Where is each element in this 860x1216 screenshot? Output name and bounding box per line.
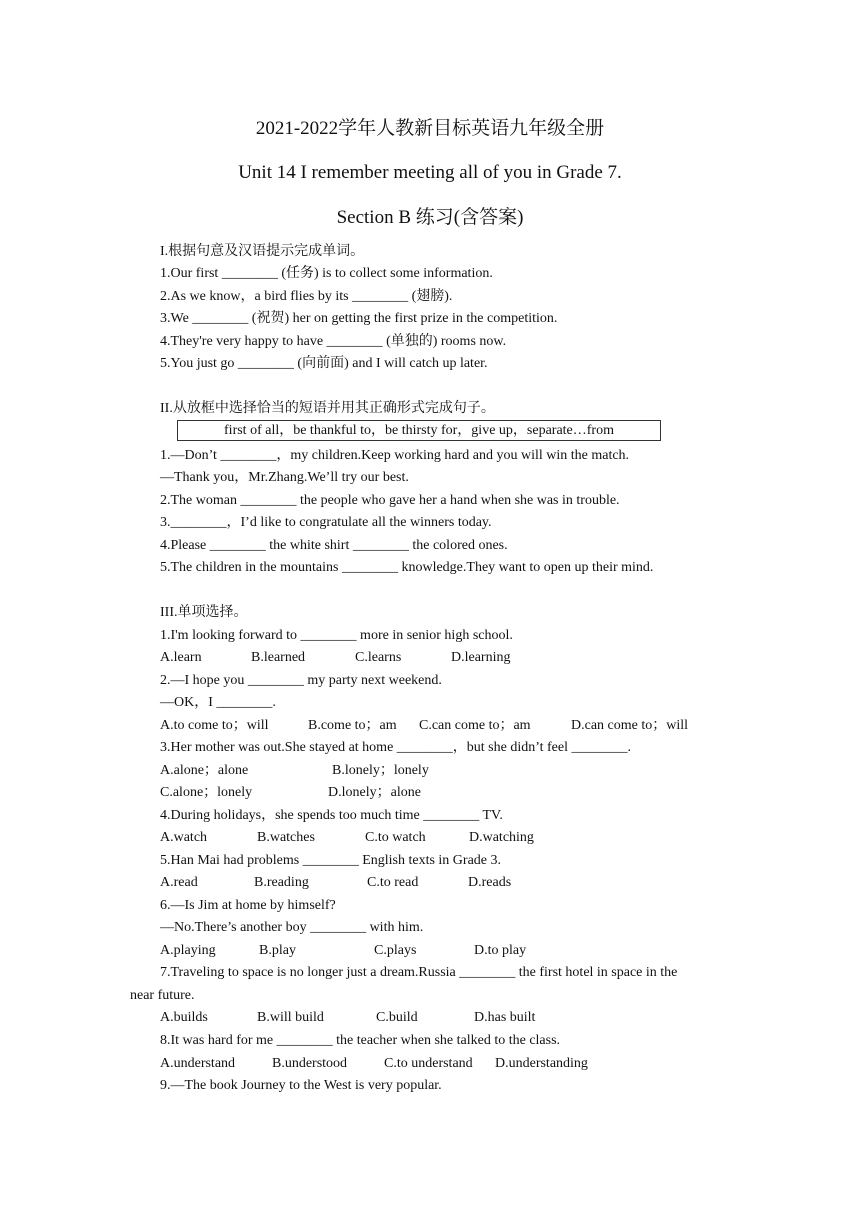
option-d: D.lonely；alone	[328, 785, 421, 800]
section-2-item: —Thank you，Mr.Zhang.We’ll try our best.	[160, 470, 409, 485]
option-d: D.can come to；will	[571, 718, 689, 733]
section-2-item: 3.________，I’d like to congratulate all the winners today.	[160, 515, 492, 530]
option-a: A.alone；alone	[160, 763, 249, 778]
section-2-item: 2.The woman ________ the people who gave her a hand when she was in trouble.	[160, 493, 620, 508]
section-2-item: 4.Please ________ the white shirt ________ the colored ones.	[160, 538, 508, 553]
option-c: C.to watch	[365, 830, 426, 845]
section-1-item: 2.As we know，a bird flies by its ________ (翅膀).	[160, 289, 453, 304]
question-stem: 2.—I hope you ________ my party next weekend.	[160, 673, 442, 688]
option-a: A.to come to；will	[160, 718, 269, 733]
section-1-item: 1.Our first ________ (任务) is to collect some information.	[160, 266, 493, 281]
option-a: A.understand	[160, 1056, 236, 1071]
option-c: C.alone；lonely	[160, 785, 253, 800]
section-1-item: 3.We ________ (祝贺) her on getting the first prize in the competition.	[160, 311, 558, 326]
section-1-item: 5.You just go ________ (向前面) and I will catch up later.	[160, 356, 488, 371]
question-stem: 8.It was hard for me ________ the teacher when she talked to the class.	[160, 1033, 561, 1048]
option-a: A.builds	[160, 1010, 208, 1025]
option-d: D.reads	[468, 875, 512, 890]
option-c: C.to understand	[384, 1056, 473, 1071]
option-c: C.build	[376, 1010, 418, 1025]
section-1-heading: I.根据句意及汉语提示完成单词。	[160, 244, 365, 259]
option-b: B.lonely；lonely	[332, 763, 429, 778]
option-d: D.understanding	[495, 1056, 588, 1071]
option-c: C.can come to；am	[419, 718, 531, 733]
option-b: B.understood	[272, 1056, 348, 1071]
section-2-item: 1.—Don’t ________，my children.Keep working hard and you will win the match.	[160, 448, 630, 463]
option-b: B.come to；am	[308, 718, 397, 733]
option-b: B.reading	[254, 875, 309, 890]
document-title: 2021-2022学年人教新目标英语九年级全册	[255, 118, 605, 139]
question-stem: 3.Her mother was out.She stayed at home ________，but she didn’t feel ________.	[160, 740, 631, 755]
option-d: D.to play	[474, 943, 527, 958]
section-2-item: 5.The children in the mountains ________ knowledge.They want to open up their mind.	[160, 560, 654, 575]
question-stem: 1.I'm looking forward to ________ more in senior high school.	[160, 628, 513, 643]
option-c: C.plays	[374, 943, 417, 958]
question-stem-reply: —No.There’s another boy ________ with him.	[160, 920, 424, 935]
phrase-box: first of all，be thankful to，be thirsty for，give up，separate…from	[177, 420, 661, 441]
section-1-item: 4.They're very happy to have ________ (单独的) rooms now.	[160, 334, 507, 349]
option-b: B.play	[259, 943, 296, 958]
option-a: A.playing	[160, 943, 216, 958]
section-3-heading: III.单项选择。	[160, 605, 248, 620]
document-subtitle-unit: Unit 14 I remember meeting all of you in Grade 7.	[238, 162, 622, 183]
question-stem: 6.—Is Jim at home by himself?	[160, 898, 336, 913]
option-a: A.read	[160, 875, 198, 890]
section-2-heading: II.从放框中选择恰当的短语并用其正确形式完成句子。	[160, 401, 495, 416]
question-stem-continued: near future.	[130, 988, 195, 1003]
option-b: B.will build	[257, 1010, 324, 1025]
document-subtitle-section: Section B 练习(含答案)	[336, 207, 524, 228]
option-c: C.learns	[355, 650, 402, 665]
question-stem-reply: —OK，I ________.	[160, 695, 276, 710]
option-a: A.watch	[160, 830, 208, 845]
option-b: B.watches	[257, 830, 315, 845]
question-stem: 5.Han Mai had problems ________ English texts in Grade 3.	[160, 853, 502, 868]
question-stem: 7.Traveling to space is no longer just a dream.Russia ________ the first hotel in space in the	[160, 965, 678, 980]
option-b: B.learned	[251, 650, 306, 665]
option-c: C.to read	[367, 875, 419, 890]
question-stem: 9.—The book Journey to the West is very popular.	[160, 1078, 442, 1093]
question-stem: 4.During holidays，she spends too much time ________ TV.	[160, 808, 503, 823]
option-d: D.has built	[474, 1010, 536, 1025]
option-d: D.learning	[451, 650, 511, 665]
option-a: A.learn	[160, 650, 202, 665]
option-d: D.watching	[469, 830, 534, 845]
